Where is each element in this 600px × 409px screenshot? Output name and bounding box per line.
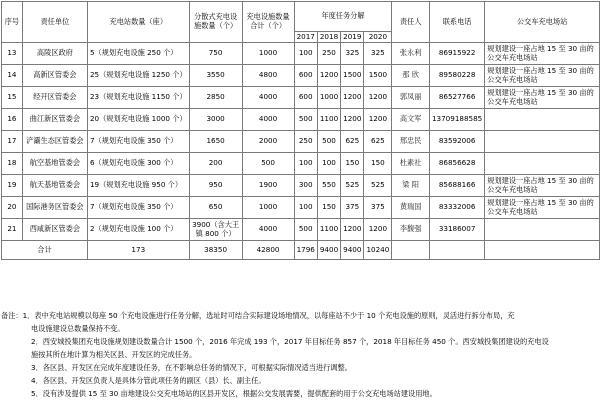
phone-cell: 89580228 xyxy=(429,65,484,87)
col-header-seq: 序号 xyxy=(2,2,23,43)
unit-cell: 经开区管委会 xyxy=(22,87,87,109)
total-label-cell: 合计 xyxy=(2,241,88,260)
unit-cell: 西咸新区管委会 xyxy=(22,219,87,241)
total-y2019-cell: 9400 xyxy=(341,241,364,260)
y2018-cell: 150 xyxy=(317,197,340,219)
unit-cell: 航空基地管委会 xyxy=(22,153,87,175)
col-header-2020: 2020 xyxy=(364,32,392,43)
total-dispersed-cell: 38350 xyxy=(189,241,242,260)
y2019-cell: 150 xyxy=(341,153,364,175)
total-cell: 1900 xyxy=(242,175,294,197)
person-cell: 李馥强 xyxy=(392,219,430,241)
seq-cell: 17 xyxy=(2,131,23,153)
table-row xyxy=(2,153,600,175)
unit-cell: 航天基地管委会 xyxy=(22,175,87,197)
seq-cell: 13 xyxy=(2,43,23,65)
y2017-cell: 100 xyxy=(294,43,317,65)
total-qty-cell: 173 xyxy=(87,241,189,260)
y2019-cell: 1500 xyxy=(341,65,364,87)
phone-cell: 86915922 xyxy=(429,43,484,65)
note-3: 3．各区县、开发区在完成年度建设任务，在不影响总任务的情况下，可根据实际情况适当进行调整。 xyxy=(31,363,352,372)
y2020-cell: 525 xyxy=(364,175,392,197)
unit-cell: 曲江新区管委会 xyxy=(22,109,87,131)
col-header-bus: 公交车充电场站 xyxy=(485,2,600,43)
y2020-cell: 1200 xyxy=(364,219,392,241)
bus-cell: 规划建设一座占地 15 至 30 亩的公交车充电场站 xyxy=(485,175,600,197)
qty-cell: 25（规划充电设施 1250 个） xyxy=(87,65,189,87)
phone-cell: 83332006 xyxy=(429,197,484,219)
qty-cell: 19（规划充电设施 950 个） xyxy=(87,175,189,197)
unit-cell: 国际港务区管委会 xyxy=(22,197,87,219)
y2017-cell: 600 xyxy=(294,65,317,87)
person-cell: 杜素社 xyxy=(392,153,430,175)
dispersed-cell: 650 xyxy=(189,197,242,219)
dispersed-cell: 750 xyxy=(189,43,242,65)
y2019-cell: 1200 xyxy=(341,219,364,241)
table-row xyxy=(2,43,600,65)
bus-cell: 规划建设一座占地 15 至 30 亩的公交车充电场站 xyxy=(485,65,600,87)
seq-cell: 14 xyxy=(2,65,23,87)
bus-cell: 规划建设一座占地 15 至 30 亩的公交车充电场站 xyxy=(485,197,600,219)
phone-cell: 85688166 xyxy=(429,175,484,197)
note-4: 4．各区县、开发区负责人是具体分管此项任务的副区（县）长、副主任。 xyxy=(31,376,266,385)
col-header-total: 充电设施数量合计（个） xyxy=(242,2,294,43)
y2020-cell: 1500 xyxy=(364,65,392,87)
dispersed-cell: 2850 xyxy=(189,87,242,109)
bus-cell xyxy=(485,131,600,153)
y2019-cell: 625 xyxy=(341,131,364,153)
y2018-cell: 1200 xyxy=(317,65,340,87)
bus-cell xyxy=(485,109,600,131)
y2018-cell: 250 xyxy=(317,43,340,65)
col-header-annual: 年度任务分解 xyxy=(294,2,392,32)
dispersed-cell: 3550 xyxy=(189,65,242,87)
unit-cell: 高陵区政府 xyxy=(22,43,87,65)
notes-block xyxy=(1,309,597,400)
empty-cell xyxy=(429,241,484,260)
task-table xyxy=(1,1,600,260)
total-total-cell: 42800 xyxy=(242,241,294,260)
qty-cell: 20（规划充电设施 1000 个） xyxy=(87,109,189,131)
seq-cell: 19 xyxy=(2,175,23,197)
bus-cell xyxy=(485,153,600,175)
person-cell: 高文军 xyxy=(392,109,430,131)
total-cell: 4000 xyxy=(242,219,294,241)
y2018-cell: 500 xyxy=(317,131,340,153)
y2018-cell: 1000 xyxy=(317,87,340,109)
qty-cell: 23（规划充电设施 1150 个） xyxy=(87,87,189,109)
bus-cell: 规划建设一座占地 15 至 30 亩的公交车充电场站 xyxy=(485,43,600,65)
table-row xyxy=(2,131,600,153)
bus-cell: 规划建设一座占地 15 至 30 亩的公交车充电场站 xyxy=(485,87,600,109)
total-y2017-cell: 1796 xyxy=(294,241,317,260)
table-row xyxy=(2,87,600,109)
total-cell: 500 xyxy=(242,153,294,175)
col-header-2019: 2019 xyxy=(341,32,364,43)
col-header-dispersed: 分散式充电设施数量（个） xyxy=(189,2,242,43)
empty-cell xyxy=(392,241,430,260)
y2018-cell: 100 xyxy=(317,153,340,175)
phone-cell: 86527766 xyxy=(429,87,484,109)
seq-cell: 15 xyxy=(2,87,23,109)
person-cell: 邢忠民 xyxy=(392,131,430,153)
seq-cell: 18 xyxy=(2,153,23,175)
total-y2018-cell: 9400 xyxy=(317,241,340,260)
table-row xyxy=(2,219,600,241)
col-header-2017: 2017 xyxy=(294,32,317,43)
y2019-cell: 325 xyxy=(341,43,364,65)
col-header-person: 责任人 xyxy=(392,2,430,43)
qty-cell: 2（规划充电设施 100 个） xyxy=(87,219,189,241)
y2017-cell: 500 xyxy=(294,109,317,131)
header-row xyxy=(2,2,600,32)
y2018-cell: 550 xyxy=(317,175,340,197)
table-row xyxy=(2,175,600,197)
total-cell: 4000 xyxy=(242,109,294,131)
bus-cell xyxy=(485,219,600,241)
note-1-cont: 电设施建设总数量保持不变。 xyxy=(31,324,125,333)
col-header-unit: 责任单位 xyxy=(22,2,87,43)
total-cell: 1000 xyxy=(242,197,294,219)
y2020-cell: 325 xyxy=(364,43,392,65)
col-header-2018: 2018 xyxy=(317,32,340,43)
person-cell: 梁 阳 xyxy=(392,175,430,197)
person-cell: 那 欣 xyxy=(392,65,430,87)
dispersed-cell: 950 xyxy=(189,175,242,197)
y2017-cell: 600 xyxy=(294,87,317,109)
qty-cell: 7（规划充电设施 350 个） xyxy=(87,197,189,219)
dispersed-cell: 1650 xyxy=(189,131,242,153)
qty-cell: 5（规划充电设施 250 个） xyxy=(87,43,189,65)
phone-cell: 83592006 xyxy=(429,131,484,153)
y2018-cell: 1100 xyxy=(317,219,340,241)
y2019-cell: 525 xyxy=(341,175,364,197)
dispersed-cell: 3000 xyxy=(189,109,242,131)
person-cell: 郭凤丽 xyxy=(392,87,430,109)
phone-cell: 13709188585 xyxy=(429,109,484,131)
dispersed-cell: 200 xyxy=(189,153,242,175)
y2020-cell: 375 xyxy=(364,197,392,219)
y2017-cell: 300 xyxy=(294,175,317,197)
y2019-cell: 375 xyxy=(341,197,364,219)
unit-cell: 高新区管委会 xyxy=(22,65,87,87)
note-2: 2．西安城投集团充电设施规划建设数量合计 1500 个，2016 年完成 193 个，2017 年目标任务 857 个，2018 年目标任务 450 个。西安城投集团建设的充电设 xyxy=(31,337,549,346)
y2017-cell: 250 xyxy=(294,131,317,153)
y2017-cell: 500 xyxy=(294,219,317,241)
y2018-cell: 1100 xyxy=(317,109,340,131)
y2020-cell: 150 xyxy=(364,153,392,175)
person-cell: 黄瑞国 xyxy=(392,197,430,219)
person-cell: 张永利 xyxy=(392,43,430,65)
note-1: 备注：1．表中充电站规模以每座 50 个充电设施进行任务分解，选址时可结合实际建设场地情况，以每座站不少于 10 个充电设施的原则，灵活进行拆分布局，充 xyxy=(1,311,515,320)
y2017-cell: 100 xyxy=(294,153,317,175)
total-row xyxy=(2,241,600,260)
y2019-cell: 1200 xyxy=(341,109,364,131)
empty-cell xyxy=(485,241,600,260)
total-cell: 4800 xyxy=(242,65,294,87)
table-row xyxy=(2,109,600,131)
total-cell: 4000 xyxy=(242,87,294,109)
y2017-cell: 100 xyxy=(294,197,317,219)
total-y2020-cell: 10240 xyxy=(364,241,392,260)
seq-cell: 20 xyxy=(2,197,23,219)
unit-cell: 浐灞生态区管委会 xyxy=(22,131,87,153)
phone-cell: 86856628 xyxy=(429,153,484,175)
col-header-phone: 联系电话 xyxy=(429,2,484,43)
phone-cell: 33186007 xyxy=(429,219,484,241)
seq-cell: 16 xyxy=(2,109,23,131)
table-row xyxy=(2,65,600,87)
y2020-cell: 625 xyxy=(364,131,392,153)
total-cell: 1000 xyxy=(242,43,294,65)
y2020-cell: 1200 xyxy=(364,87,392,109)
y2020-cell: 1200 xyxy=(364,109,392,131)
seq-cell: 21 xyxy=(2,219,23,241)
dispersed-cell: 3900（含大王镇 800 个） xyxy=(189,219,242,241)
table-row xyxy=(2,197,600,219)
col-header-qty: 充电站数量（座） xyxy=(87,2,189,43)
total-cell: 2000 xyxy=(242,131,294,153)
qty-cell: 7（规划充电设施 350 个） xyxy=(87,131,189,153)
y2019-cell: 1200 xyxy=(341,87,364,109)
note-2-cont: 施按其所在地计算为相关区县、开发区的完成任务。 xyxy=(31,350,197,359)
note-5: 5．没有涉及提供 15 至 30 亩地建设公交充电场站的区县开发区，根据公交发展需要，提供配套的用于公交充电场站建设用地。 xyxy=(31,389,437,398)
qty-cell: 6（规划充电设施 300 个） xyxy=(87,153,189,175)
